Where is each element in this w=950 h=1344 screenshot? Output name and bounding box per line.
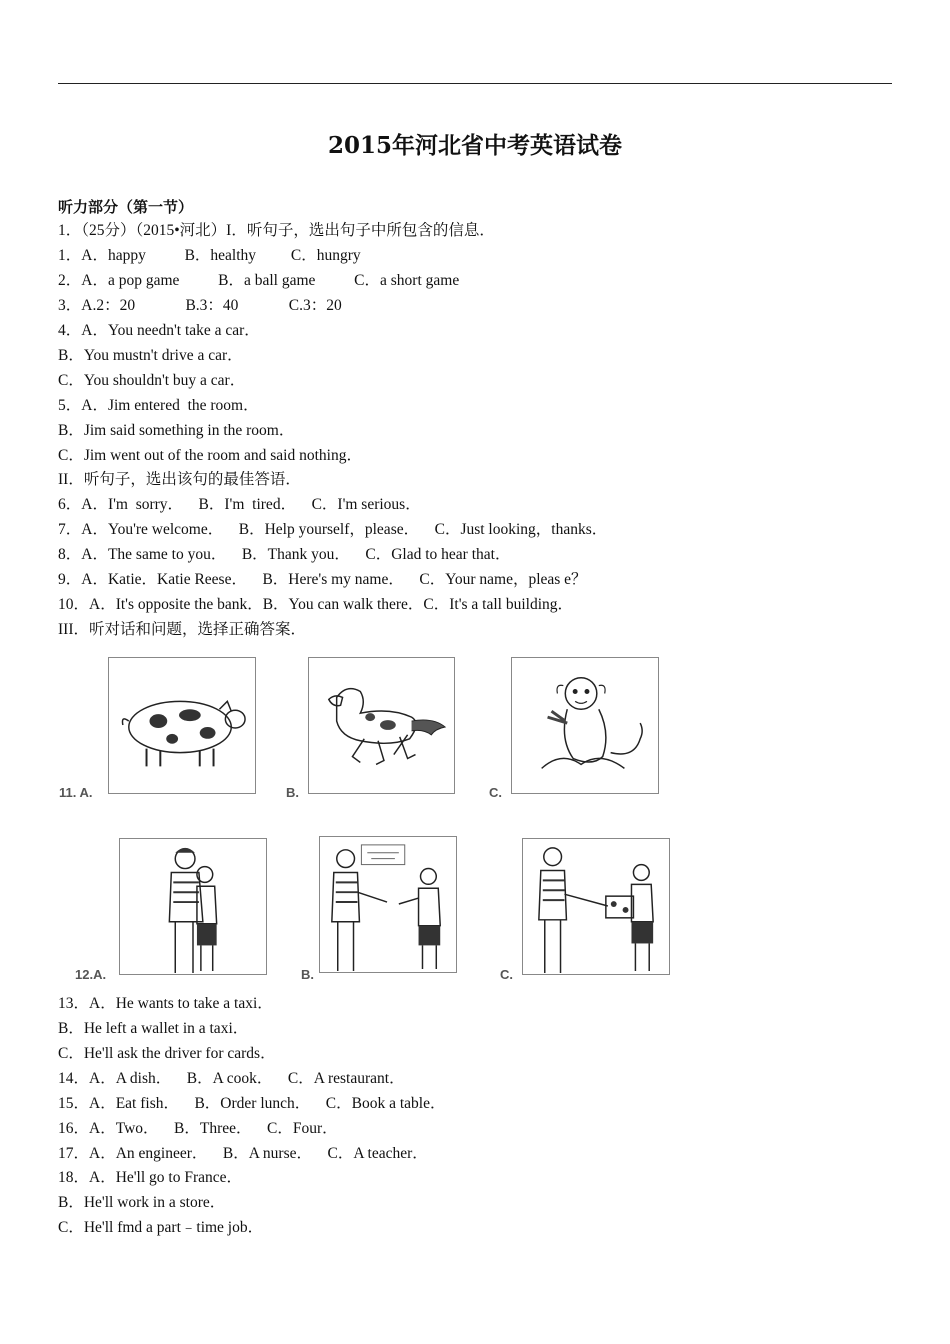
q11-label-a: 11. A. xyxy=(59,785,93,800)
question-line: 13．A．He wants to take a taxi． xyxy=(58,995,273,1012)
question-line: 4．A．You needn't take a car． xyxy=(58,322,260,339)
question-line: 5．A．Jim entered the room． xyxy=(58,397,259,414)
q11-label-b: B. xyxy=(286,785,299,800)
question-line: 1．（25分）（2015•河北）I．听句子，选出句子中所包含的信息． xyxy=(58,222,495,239)
question-line: C．He'll fmd a part﹣time job． xyxy=(58,1219,264,1236)
question-line: 10．A．It's opposite the bank．B．You can walk there．C．It's a tall building． xyxy=(58,596,574,613)
page-title: 2015年河北省中考英语试卷 xyxy=(327,132,622,159)
question-line: B．You mustn't drive a car． xyxy=(58,347,243,364)
question-line: C．Jim went out of the room and said nothing． xyxy=(58,447,362,464)
people-giving-card-icon xyxy=(320,837,456,972)
question-line: 3．A.2：20 B.3：40 C.3：20 xyxy=(58,297,342,314)
card-picture xyxy=(319,836,457,973)
question-line: 17．A．An engineer． B．A nurse． C．A teacher． xyxy=(58,1145,428,1162)
question-line: III．听对话和问题，选择正确答案． xyxy=(58,621,306,638)
pig-picture xyxy=(108,657,256,794)
horse-picture xyxy=(308,657,455,794)
question-line: C．You shouldn't buy a car． xyxy=(58,372,246,389)
question-line: 14．A．A dish． B．A cook． C．A restaurant． xyxy=(58,1070,405,1087)
question-line: 7．A．You're welcome． B．Help yourself，please． C．Just looking，thanks． xyxy=(58,521,608,538)
hug-picture xyxy=(119,838,267,975)
q11-label-c: C. xyxy=(489,785,502,800)
q12-label-c: C. xyxy=(500,967,513,982)
question-line: 2．A．a pop game B．a ball game C．a short game xyxy=(58,272,460,289)
question-line: B．He left a wallet in a taxi． xyxy=(58,1020,249,1037)
question-line: B．Jim said something in the room． xyxy=(58,422,295,439)
question-line: 15．A．Eat fish． B．Order lunch． C．Book a table． xyxy=(58,1095,446,1112)
pig-icon xyxy=(109,658,255,793)
q12-label-b: B. xyxy=(301,967,314,982)
question-line: C．He'll ask the driver for cards． xyxy=(58,1045,276,1062)
question-line: 9．A．Katie．Katie Reese． B．Here's my name． C．Your name，pleas e？ xyxy=(58,571,587,588)
people-giving-gift-icon xyxy=(523,839,669,974)
monkey-icon xyxy=(512,658,658,793)
gift-picture xyxy=(522,838,670,975)
q12-label-a: 12.A. xyxy=(75,967,107,982)
question-line: 16．A．Two． B．Three． C．Four． xyxy=(58,1120,338,1137)
question-line: 6．A．I'm sorry． B．I'm tired． C．I'm serious． xyxy=(58,496,421,513)
question-line: 18．A．He'll go to France． xyxy=(58,1169,243,1186)
header-rule xyxy=(58,83,892,84)
question-line: II．听句子，选出该句的最佳答语． xyxy=(58,471,301,488)
question-line: B．He'll work in a store． xyxy=(58,1194,226,1211)
question-line: 1．A．happy B．healthy C．hungry xyxy=(58,247,361,264)
section-heading: 听力部分（第一节） xyxy=(58,198,194,216)
people-hugging-icon xyxy=(120,839,266,974)
monkey-picture xyxy=(511,657,659,794)
horse-icon xyxy=(309,658,454,793)
question-line: 8．A．The same to you． B．Thank you． C．Glad to hear that． xyxy=(58,546,511,563)
